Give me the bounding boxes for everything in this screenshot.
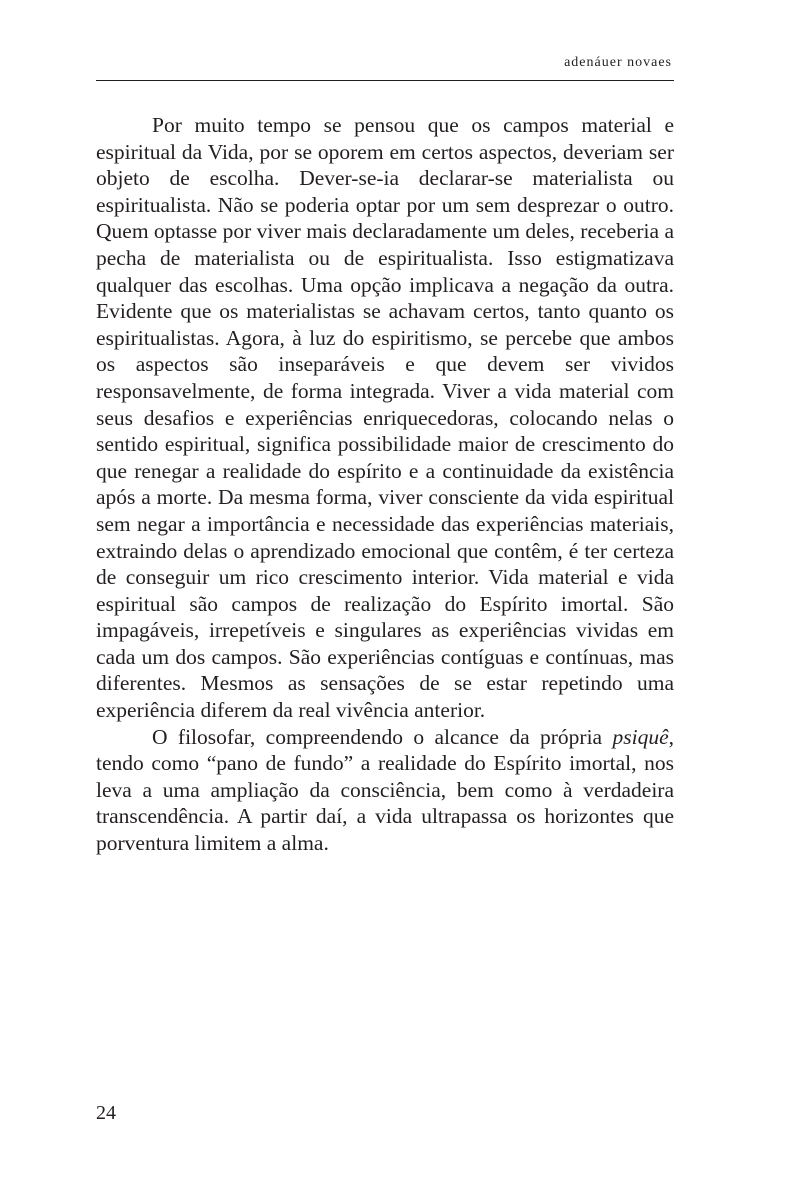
paragraph: Por muito tempo se pensou que os campos material e espiritual da Vida, por se oporem em certos aspectos, deveriam ser objeto de escolha. Dever-se-ia declarar-se materialista ou espiritualista. Não se poderia optar por um sem desprezar o outro. Quem optasse por viver mais declaradamente um deles, receberia a pecha de materialista ou de espiritualista. Isso estigmatizava qualquer das escolhas. Uma opção implicava a negação da outra. Evidente que os materialistas se achavam certos, tanto quanto os espiritualistas. Agora, à luz do espiritismo, se percebe que ambos os aspectos são inseparáveis e que devem ser vividos responsavelmente, de forma integrada. Viver a vida material com seus desafios e experiências enriquecedoras, colocando nelas o sentido espiritual, significa possibilidade maior de crescimento do que renegar a realidade do espírito e a continuidade da existência após a morte. Da mesma forma, viver consciente da vida espiritual sem negar a importância e necessidade das experiências materiais, extraindo delas o aprendizado emocional que contêm, é ter certeza de conseguir um rico crescimento interior. Vida material e vida espiritual são campos de realização do Espírito imortal. São impagáveis, irrepetíveis e singulares as experiências vividas em cada um dos campos. São experiências contíguas e contínuas, mas diferentes. Mesmos as sensações de se estar repetindo uma experiência diferem da real vivência anterior. bbox=[96, 113, 674, 723]
page-number: 24 bbox=[96, 1102, 116, 1124]
running-header bbox=[96, 52, 674, 81]
running-header-author: adenáuer novaes bbox=[564, 55, 672, 70]
paragraph-text: , tendo como “pano de fundo” a realidade do Espírito imortal, nos leva a uma ampliação da consciência, bem como à verdadeira transcendência. A partir daí, a vida ultrapassa os horizontes que porventura limitem a alma. bbox=[96, 724, 674, 856]
emphasis-term: psiquê bbox=[612, 724, 669, 749]
paragraph bbox=[96, 724, 674, 857]
body-text bbox=[96, 112, 674, 857]
paragraph-text: O filosofar, compreendendo o alcance da própria bbox=[152, 724, 613, 749]
